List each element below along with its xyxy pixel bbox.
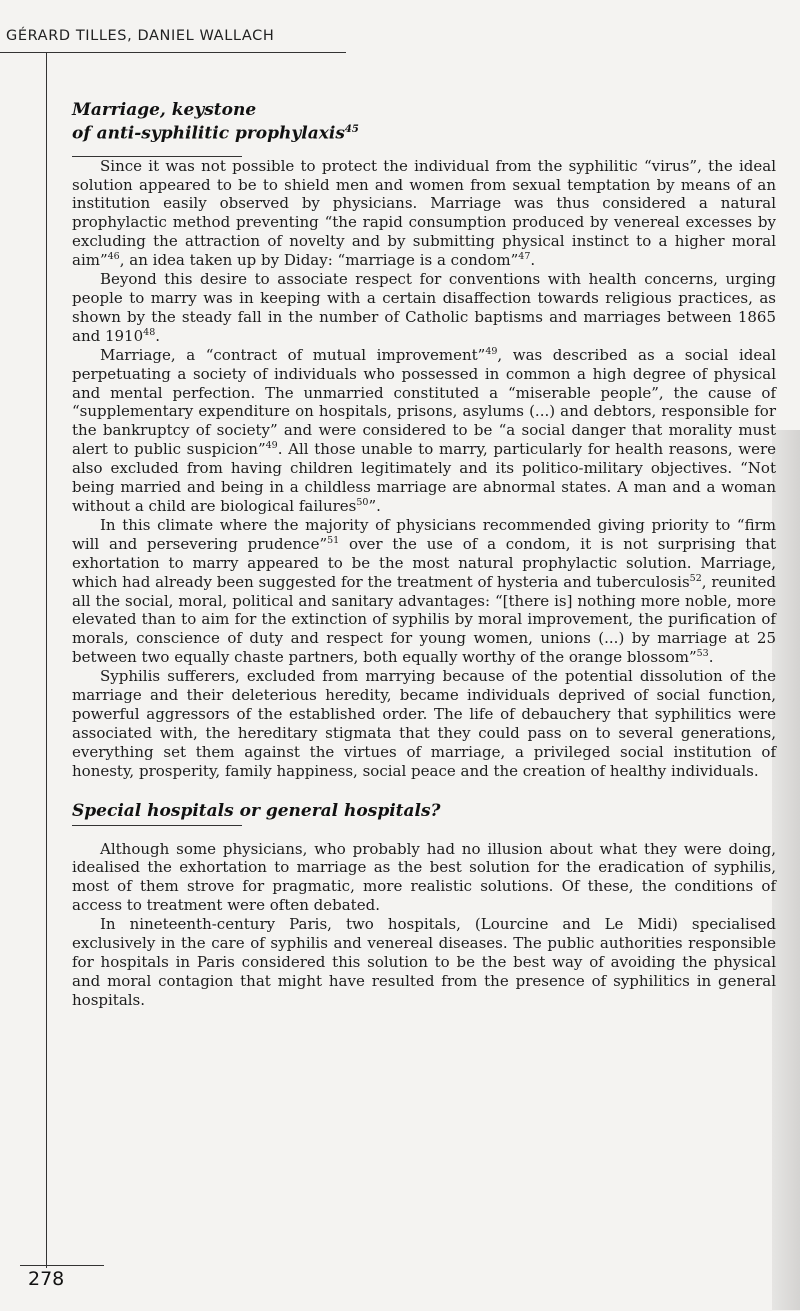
header-rule	[0, 52, 346, 53]
footnote-ref: 53	[696, 648, 709, 660]
footnote-ref: 49	[485, 345, 498, 357]
paragraph: Syphilis sufferers, excluded from marrying because of the potential dissolution of the marriage and their deleterious heredity, became individuals deprived of social function, powerful aggressors of the established order. The life of debauchery that syphilitics were associated with, the hereditary stigmata that they could pass on to several generations, everything set them against the virtues of marriage, a privileged social institution of honesty, prosperity, family happiness, social peace and the creation of healthy individuals.	[72, 667, 776, 780]
paragraph: Beyond this desire to associate respect for conventions with health concerns, urging people to marry was in keeping with a certain disaffection towards religious practices, as shown by the steady fall in the number of Catholic baptisms and marriages between 1865 and 1910$^{48}$.	[72, 270, 776, 345]
section-heading-hospitals: Special hospitals or general hospitals?	[72, 800, 441, 821]
paragraph: In nineteenth-century Paris, two hospitals, (Lourcine and Le Midi) specialised exclusively in the care of syphilis and venereal diseases. The public authorities responsible for hospitals in Paris considered this solution to be the best way of avoiding the physical and moral contagion that might have resulted from the presence of syphilitics in general hospitals.	[72, 915, 776, 1009]
footnote-ref: 51	[327, 534, 340, 546]
footnote-ref: 45	[344, 124, 359, 135]
footnote-ref: 49	[265, 440, 278, 452]
footnote-ref: 50	[356, 496, 369, 508]
paragraph: In this climate where the majority of physicians recommended giving priority to “firm will and persevering prudence”$^{51}$ over the use of a condom, it is not surprising that exhortation to marry appeared to be the most natural prophylactic solution. Marriage, which had already been suggested for the treatment of hysteria and tuberculosis$^{52}$, reunited all the social, moral, political and sanitary advantages: “[there is] nothing more noble, more elevated than to aim for the extinction of syphilis by moral improvement, the purification of morals, conscience of duty and respect for young women, unions (...) by marriage at 25 between two equally chaste partners, both equally worthy of the orange blossom”$^{53}$.	[72, 515, 776, 667]
footnote-ref: 48	[143, 326, 156, 338]
footnote-ref: 46	[107, 251, 120, 263]
heading-rule	[72, 825, 242, 826]
paragraph: Since it was not possible to protect the individual from the syphilitic “virus”, the ideal solution appeared to be to shield men and women from sexual temptation by means of an institution easily observed by physicians. Marriage was thus considered a natural prophylactic method preventing “the rapid consumption produced by venereal excesses by excluding the attraction of novelty and by submitting physical instinct to a higher moral aim”$^{46}$, an idea taken up by Diday: “marriage is a condom”$^{47}$.	[72, 156, 776, 270]
heading-line-1: Marriage, keystone	[72, 100, 257, 120]
section-heading-marriage	[72, 100, 776, 144]
paragraph: Although some physicians, who probably had no illusion about what they were doing, idealised the exhortation to marriage as the best solution for the eradication of syphilis, most of them strove for pragmatic, more realistic solutions. Of these, the conditions of access to treatment were often debated.	[72, 839, 776, 915]
heading-line-2: of anti-syphilitic prophylaxis	[72, 123, 345, 144]
article-body	[72, 100, 776, 1010]
footnote-ref: 47	[518, 251, 531, 263]
running-head: GÉRARD TILLES, DANIEL WALLACH	[6, 28, 275, 44]
margin-rule	[46, 52, 47, 1268]
facing-page-shadow	[772, 430, 800, 1310]
paragraph: Marriage, a “contract of mutual improvement”$^{49}$, was described as a social ideal perpetuating a society of individuals who possessed in common a high degree of physical and mental perfection. The unmarried constituted a “miserable people”, the cause of “supplementary expenditure on hospitals, prisons, asylums (...) and debtors, responsible for the bankruptcy of society” and were considered to be “a social danger that morality must alert to public suspicion”$^{49}$. All those unable to marry, particularly for health reasons, were also excluded from having children legitimately and its politico-military objectives. “Not being married and being in a childless marriage are abnormal states. A man and a woman without a child are biological failures$^{50}$”.	[72, 345, 776, 515]
footnote-ref: 52	[689, 572, 702, 584]
page-number: 278	[28, 1268, 65, 1290]
footer-rule	[20, 1265, 104, 1266]
